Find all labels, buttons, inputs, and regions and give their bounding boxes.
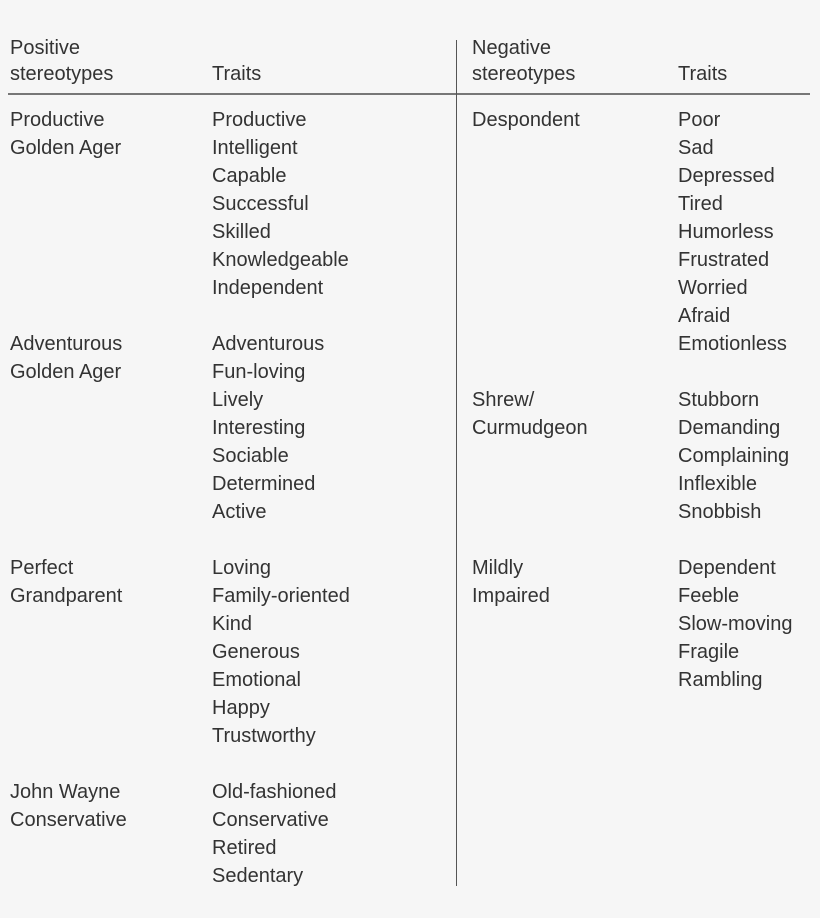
positive-stereotypes-section [10, 106, 350, 918]
trait-item: Rambling [678, 669, 763, 691]
trait-item: Afraid [678, 305, 731, 327]
trait-list [678, 386, 789, 526]
trait-item: Family-oriented [212, 585, 350, 607]
trait-item: Happy [212, 697, 270, 719]
trait-item: Intelligent [212, 137, 298, 159]
stereotype-group [10, 106, 350, 302]
stereotype-name: Productive Golden Ager [10, 109, 122, 159]
trait-item: Loving [212, 557, 271, 579]
trait-item: Fun-loving [212, 361, 306, 383]
column-divider [456, 40, 457, 886]
trait-item: Old-fashioned [212, 781, 337, 803]
trait-item: Depressed [678, 165, 775, 187]
trait-item: Adventurous [212, 333, 325, 355]
stereotype-group [472, 106, 792, 358]
stereotype-name: Despondent [472, 109, 580, 131]
trait-item: Complaining [678, 445, 790, 467]
trait-item: Interesting [212, 417, 306, 439]
trait-item: Fragile [678, 641, 740, 663]
trait-item: Skilled [212, 221, 271, 243]
stereotype-group [10, 554, 350, 750]
trait-list [212, 106, 349, 302]
trait-list [678, 106, 787, 358]
stereotype-name: John Wayne Conservative [10, 781, 127, 831]
trait-item: Independent [212, 277, 324, 299]
stereotype-name: Shrew/ Curmudgeon [472, 389, 588, 439]
stereotype-name: Mildly Impaired [472, 557, 550, 607]
trait-item: Kind [212, 613, 253, 635]
trait-list [678, 554, 792, 694]
trait-item: Stubborn [678, 389, 760, 411]
trait-item: Worried [678, 277, 748, 299]
trait-item: Sociable [212, 445, 289, 467]
positive-stereotypes-header: Positive stereotypes [10, 37, 114, 85]
trait-item: Demanding [678, 417, 781, 439]
trait-item: Snobbish [678, 501, 762, 523]
trait-item: Active [212, 501, 267, 523]
trait-list [212, 554, 350, 750]
traits-header-left: Traits [212, 63, 262, 85]
stereotype-group [10, 330, 350, 526]
stereotype-group [472, 386, 792, 526]
trait-item: Capable [212, 165, 287, 187]
trait-item: Frustrated [678, 249, 770, 271]
trait-item: Emotionless [678, 333, 787, 355]
trait-item: Successful [212, 193, 309, 215]
trait-item: Inflexible [678, 473, 757, 495]
trait-item: Tired [678, 193, 723, 215]
trait-item: Lively [212, 389, 264, 411]
trait-item: Dependent [678, 557, 776, 579]
trait-item: Trustworthy [212, 725, 316, 747]
trait-item: Sad [678, 137, 714, 159]
trait-item: Knowledgeable [212, 249, 349, 271]
trait-item: Sedentary [212, 865, 304, 887]
negative-stereotypes-section [472, 106, 792, 722]
trait-item: Generous [212, 641, 300, 663]
header-rule [8, 93, 810, 95]
stereotype-group [10, 778, 350, 890]
trait-list [212, 778, 337, 890]
negative-stereotypes-header: Negative stereotypes [472, 37, 576, 85]
traits-header-right: Traits [678, 63, 728, 85]
trait-item: Determined [212, 473, 316, 495]
trait-item: Slow-moving [678, 613, 793, 635]
stereotype-group [472, 554, 792, 694]
trait-list [212, 330, 324, 526]
trait-item: Emotional [212, 669, 301, 691]
trait-item: Retired [212, 837, 277, 859]
trait-item: Productive [212, 109, 307, 131]
trait-item: Poor [678, 109, 721, 131]
trait-item: Feeble [678, 585, 740, 607]
stereotype-name: Perfect Grandparent [10, 557, 123, 607]
trait-item: Conservative [212, 809, 329, 831]
trait-item: Humorless [678, 221, 774, 243]
stereotype-name: Adventurous Golden Ager [10, 333, 123, 383]
